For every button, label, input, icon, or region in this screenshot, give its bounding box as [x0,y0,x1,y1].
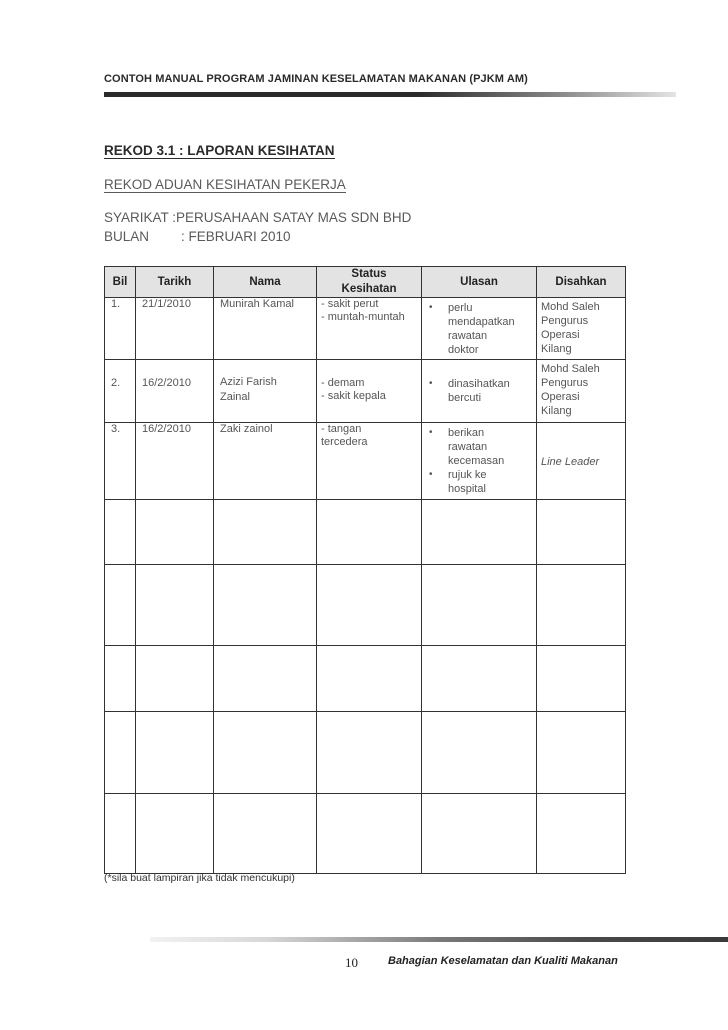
disahkan-line: Mohd Saleh [541,301,600,313]
empty-table-row[interactable] [105,500,626,565]
company-value: PERUSAHAAN SATAY MAS SDN BHD [176,210,412,225]
row-nama: Munirah Kamal [214,298,317,360]
ulasan-line: doktor [448,344,479,356]
table-row [105,360,626,423]
ulasan-item [426,426,534,468]
table-row [105,423,626,500]
footnote: (*sila buat lampiran jika tidak mencukupi) [104,872,295,884]
ulasan-line: mendapatkan [448,316,515,328]
row-status [317,360,422,423]
row-disahkan [537,423,626,500]
header-status-line2: Kesihatan [341,283,397,295]
record-subtitle: REKOD ADUAN KESIHATAN PEKERJA [104,177,346,192]
row-nama: Azizi Farish Zainal [214,360,317,423]
disahkan-line: Kilang [541,343,572,355]
month-line [104,229,291,244]
document-header-title: CONTOH MANUAL PROGRAM JAMINAN KESELAMATAN MAKANAN (PJKM AM) [104,73,528,85]
disahkan-line: Operasi [541,391,580,403]
ulasan-line: kecemasan [448,455,505,467]
row-tarikh: 16/2/2010 [136,360,214,423]
header-ulasan: Ulasan [422,267,537,298]
table-row [105,298,626,360]
empty-table-row[interactable] [105,646,626,712]
status-line: - tangan [321,423,362,435]
health-record-table [104,266,626,874]
table-header-row [105,267,626,298]
ulasan-line: • dinasihatkan [448,378,510,390]
row-tarikh: 16/2/2010 [136,423,214,500]
ulasan-line: rawatan [448,330,488,342]
row-status [317,298,422,360]
row-nama: Zaki zainol [214,423,317,500]
ulasan-item [426,301,534,357]
status-line: tercedera [321,436,368,448]
header-divider [104,92,676,97]
disahkan-line: Line Leader [541,456,600,468]
ulasan-line: • perlu [448,302,473,314]
row-tarikh: 21/1/2010 [136,298,214,360]
row-bil: 1. [105,298,136,360]
status-line: - sakit perut [321,298,379,310]
ulasan-item [426,468,534,496]
footer-section-title: Bahagian Keselamatan dan Kualiti Makanan [388,955,618,967]
empty-table-row[interactable] [105,794,626,874]
disahkan-line: Mohd Saleh [541,363,600,375]
header-status-line1: Status [351,268,387,280]
month-label: BULAN [104,229,150,244]
header-bil: Bil [105,267,136,298]
row-ulasan [422,423,537,500]
record-title: REKOD 3.1 : LAPORAN KESIHATAN [104,143,335,158]
status-line: - sakit kepala [321,390,386,402]
ulasan-line: • rujuk ke [448,469,487,481]
footer-divider [150,937,728,942]
header-disahkan: Disahkan [537,267,626,298]
ulasan-line: hospital [448,483,486,495]
empty-table-row[interactable] [105,565,626,646]
ulasan-line: • berikan [448,427,485,439]
row-bil: 3. [105,423,136,500]
row-bil: 2. [105,360,136,423]
ulasan-item [426,377,534,405]
page-number: 10 [345,955,358,970]
disahkan-line: Pengurus [541,377,589,389]
ulasan-line: bercuti [448,392,482,404]
empty-table-row[interactable] [105,712,626,794]
row-ulasan [422,360,537,423]
row-disahkan [537,298,626,360]
disahkan-line: Pengurus [541,315,589,327]
status-line: - demam [321,377,365,389]
month-value: : FEBRUARI 2010 [181,229,291,244]
disahkan-line: Kilang [541,405,572,417]
header-nama: Nama [214,267,317,298]
company-line [104,210,411,225]
ulasan-line: rawatan [448,441,488,453]
row-ulasan [422,298,537,360]
header-status [317,267,422,298]
company-label: SYARIKAT : [104,210,177,225]
row-status [317,423,422,500]
status-line: - muntah-muntah [321,311,405,323]
disahkan-line: Operasi [541,329,580,341]
row-disahkan [537,360,626,423]
header-tarikh: Tarikh [136,267,214,298]
